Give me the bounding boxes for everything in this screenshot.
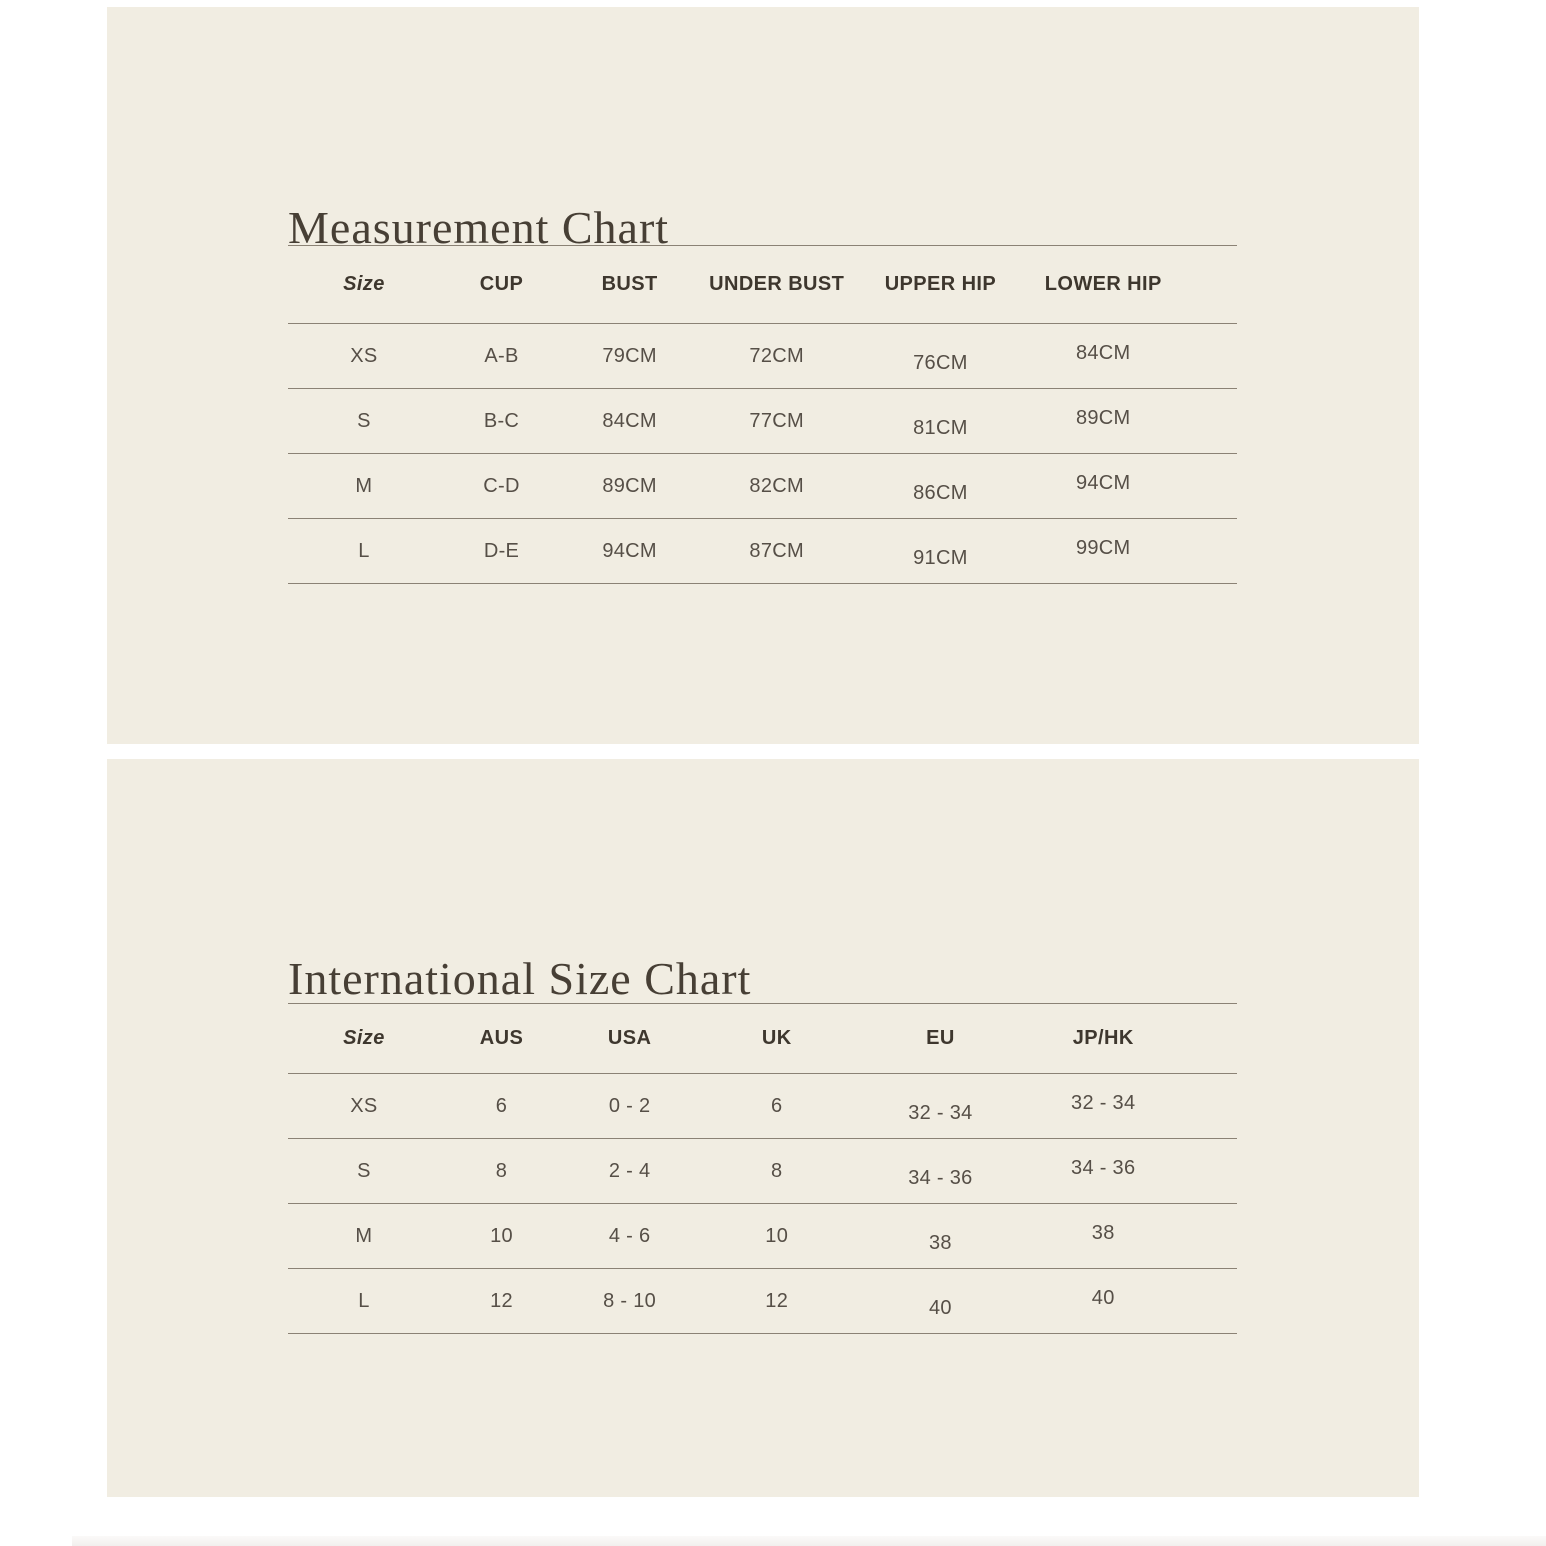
table-cell-value: A-B bbox=[484, 344, 519, 367]
table-cell-value: 8 bbox=[495, 1159, 508, 1182]
table-cell-value: 79CM bbox=[602, 344, 657, 367]
table-cell-value: 91CM bbox=[913, 546, 968, 569]
table-cell-value: 12 bbox=[765, 1289, 789, 1312]
table-cell bbox=[440, 1074, 563, 1139]
column-header-label: Size bbox=[343, 1027, 385, 1049]
column-header-size bbox=[288, 246, 440, 324]
table-cell bbox=[288, 1269, 440, 1334]
column-header-under-bust bbox=[696, 246, 857, 324]
table-cell bbox=[440, 1139, 563, 1204]
table-cell bbox=[857, 1269, 1023, 1334]
table-cell-value: 38 bbox=[1091, 1221, 1115, 1244]
table-row bbox=[288, 1269, 1237, 1334]
table-cell-value: 10 bbox=[490, 1224, 513, 1247]
table-cell-value: 0 - 2 bbox=[608, 1094, 651, 1117]
header-row bbox=[288, 246, 1237, 324]
table-cell-value: 89CM bbox=[602, 474, 657, 497]
column-header-label: JP/HK bbox=[1072, 1027, 1134, 1049]
table-cell bbox=[1023, 1139, 1237, 1204]
table-cell bbox=[696, 1269, 857, 1334]
table-cell-value: 89CM bbox=[1075, 406, 1131, 429]
table-cell bbox=[1023, 1204, 1237, 1269]
table-cell-value: 94CM bbox=[1075, 471, 1131, 494]
measurement-chart-panel bbox=[107, 7, 1419, 744]
table-cell-value: M bbox=[355, 474, 373, 497]
table-cell bbox=[440, 454, 563, 519]
table-cell bbox=[563, 519, 696, 584]
column-header-label: EU bbox=[926, 1027, 955, 1049]
table-row bbox=[288, 1074, 1237, 1139]
table-cell bbox=[696, 324, 857, 389]
table-row bbox=[288, 1204, 1237, 1269]
table-cell bbox=[696, 1074, 857, 1139]
table-row bbox=[288, 1139, 1237, 1204]
table-cell bbox=[440, 324, 563, 389]
table-cell bbox=[1023, 389, 1237, 454]
table-cell-value: 6 bbox=[495, 1094, 508, 1117]
table-cell bbox=[288, 1204, 440, 1269]
column-header-aus bbox=[440, 1004, 563, 1074]
column-header-size bbox=[288, 1004, 440, 1074]
column-header-label: UK bbox=[761, 1027, 792, 1049]
column-header-jp-hk bbox=[1023, 1004, 1237, 1074]
table-cell-value: L bbox=[358, 1289, 370, 1312]
table-cell bbox=[563, 324, 696, 389]
table-row bbox=[288, 324, 1237, 389]
table-cell-value: 76CM bbox=[913, 351, 968, 374]
table-cell-value: 94CM bbox=[602, 539, 657, 562]
table-cell-value: B-C bbox=[483, 409, 520, 432]
next-section-preview bbox=[72, 1536, 1546, 1546]
column-header-label: AUS bbox=[479, 1027, 524, 1049]
table-cell bbox=[857, 324, 1023, 389]
table-cell-value: 84CM bbox=[1075, 341, 1131, 364]
table-cell bbox=[857, 1074, 1023, 1139]
table-cell bbox=[857, 1139, 1023, 1204]
header-row bbox=[288, 1004, 1237, 1074]
table-cell bbox=[696, 1139, 857, 1204]
table-cell-value: C-D bbox=[483, 474, 520, 497]
table-cell bbox=[563, 1139, 696, 1204]
table-cell-value: 72CM bbox=[749, 344, 804, 367]
table-cell-value: 99CM bbox=[1075, 536, 1131, 559]
table-cell-value: 87CM bbox=[749, 539, 804, 562]
table-cell-value: M bbox=[355, 1224, 373, 1247]
table-row bbox=[288, 389, 1237, 454]
column-header-label: UNDER BUST bbox=[709, 273, 845, 295]
table-cell-value: 8 - 10 bbox=[603, 1289, 657, 1312]
column-header-label: CUP bbox=[479, 273, 524, 295]
table-row bbox=[288, 519, 1237, 584]
table-cell-value: L bbox=[358, 539, 370, 562]
table-cell bbox=[288, 389, 440, 454]
table-cell bbox=[563, 389, 696, 454]
column-header-uk bbox=[696, 1004, 857, 1074]
table-cell-value: 77CM bbox=[749, 409, 804, 432]
table-cell bbox=[440, 1269, 563, 1334]
table-cell-value: 81CM bbox=[913, 416, 968, 439]
table-cell bbox=[288, 324, 440, 389]
table-cell-value: 38 bbox=[928, 1231, 952, 1254]
table-cell-value: 32 - 34 bbox=[1071, 1091, 1136, 1114]
table-cell-value: 32 - 34 bbox=[908, 1101, 973, 1124]
column-header-label: LOWER HIP bbox=[1044, 273, 1162, 295]
column-header-label: UPPER HIP bbox=[884, 273, 997, 295]
table-cell bbox=[857, 389, 1023, 454]
table-cell bbox=[696, 389, 857, 454]
table-cell bbox=[1023, 454, 1237, 519]
table-cell-value: 34 - 36 bbox=[1071, 1156, 1136, 1179]
table-cell bbox=[696, 1204, 857, 1269]
table-cell-value: 10 bbox=[765, 1224, 789, 1247]
table-cell bbox=[288, 519, 440, 584]
table-cell bbox=[563, 1269, 696, 1334]
column-header-bust bbox=[563, 246, 696, 324]
table-cell bbox=[857, 1204, 1023, 1269]
table-cell-value: D-E bbox=[483, 539, 520, 562]
table-cell bbox=[440, 519, 563, 584]
column-header-cup bbox=[440, 246, 563, 324]
table-cell bbox=[563, 1204, 696, 1269]
table-cell-value: 86CM bbox=[913, 481, 968, 504]
table-cell bbox=[857, 454, 1023, 519]
table-cell-value: XS bbox=[350, 1094, 378, 1117]
table-cell bbox=[440, 389, 563, 454]
column-header-upper-hip bbox=[857, 246, 1023, 324]
column-header-usa bbox=[563, 1004, 696, 1074]
table-cell-value: 8 bbox=[770, 1159, 783, 1182]
table-cell bbox=[696, 519, 857, 584]
table-row bbox=[288, 454, 1237, 519]
table-cell-value: 4 - 6 bbox=[608, 1224, 651, 1247]
table-cell-value: S bbox=[357, 1159, 371, 1182]
table-cell-value: 84CM bbox=[602, 409, 657, 432]
table-cell bbox=[1023, 324, 1237, 389]
measurement-chart-table bbox=[288, 245, 1237, 584]
international-size-chart-title: International Size Chart bbox=[288, 953, 752, 1005]
table-cell-value: 40 bbox=[1091, 1286, 1115, 1309]
table-cell bbox=[1023, 519, 1237, 584]
table-cell bbox=[696, 454, 857, 519]
table-cell-value: 12 bbox=[490, 1289, 513, 1312]
table-cell bbox=[563, 454, 696, 519]
measurement-chart-title: Measurement Chart bbox=[288, 202, 670, 254]
table-cell bbox=[288, 1139, 440, 1204]
table-cell bbox=[288, 1074, 440, 1139]
international-size-chart-panel bbox=[107, 759, 1419, 1497]
column-header-label: Size bbox=[343, 273, 385, 295]
table-cell bbox=[1023, 1269, 1237, 1334]
table-cell-value: 82CM bbox=[749, 474, 804, 497]
column-header-label: BUST bbox=[601, 273, 658, 295]
column-header-label: USA bbox=[607, 1027, 652, 1049]
column-header-lower-hip bbox=[1023, 246, 1237, 324]
table-cell-value: S bbox=[357, 409, 371, 432]
table-cell-value: XS bbox=[350, 344, 378, 367]
table-cell bbox=[440, 1204, 563, 1269]
table-cell-value: 2 - 4 bbox=[608, 1159, 651, 1182]
international-size-chart-table bbox=[288, 1003, 1237, 1334]
table-cell bbox=[857, 519, 1023, 584]
table-cell-value: 34 - 36 bbox=[908, 1166, 973, 1189]
table-cell bbox=[1023, 1074, 1237, 1139]
table-cell bbox=[288, 454, 440, 519]
table-cell bbox=[563, 1074, 696, 1139]
table-cell-value: 6 bbox=[770, 1094, 783, 1117]
column-header-eu bbox=[857, 1004, 1023, 1074]
table-cell-value: 40 bbox=[928, 1296, 952, 1319]
